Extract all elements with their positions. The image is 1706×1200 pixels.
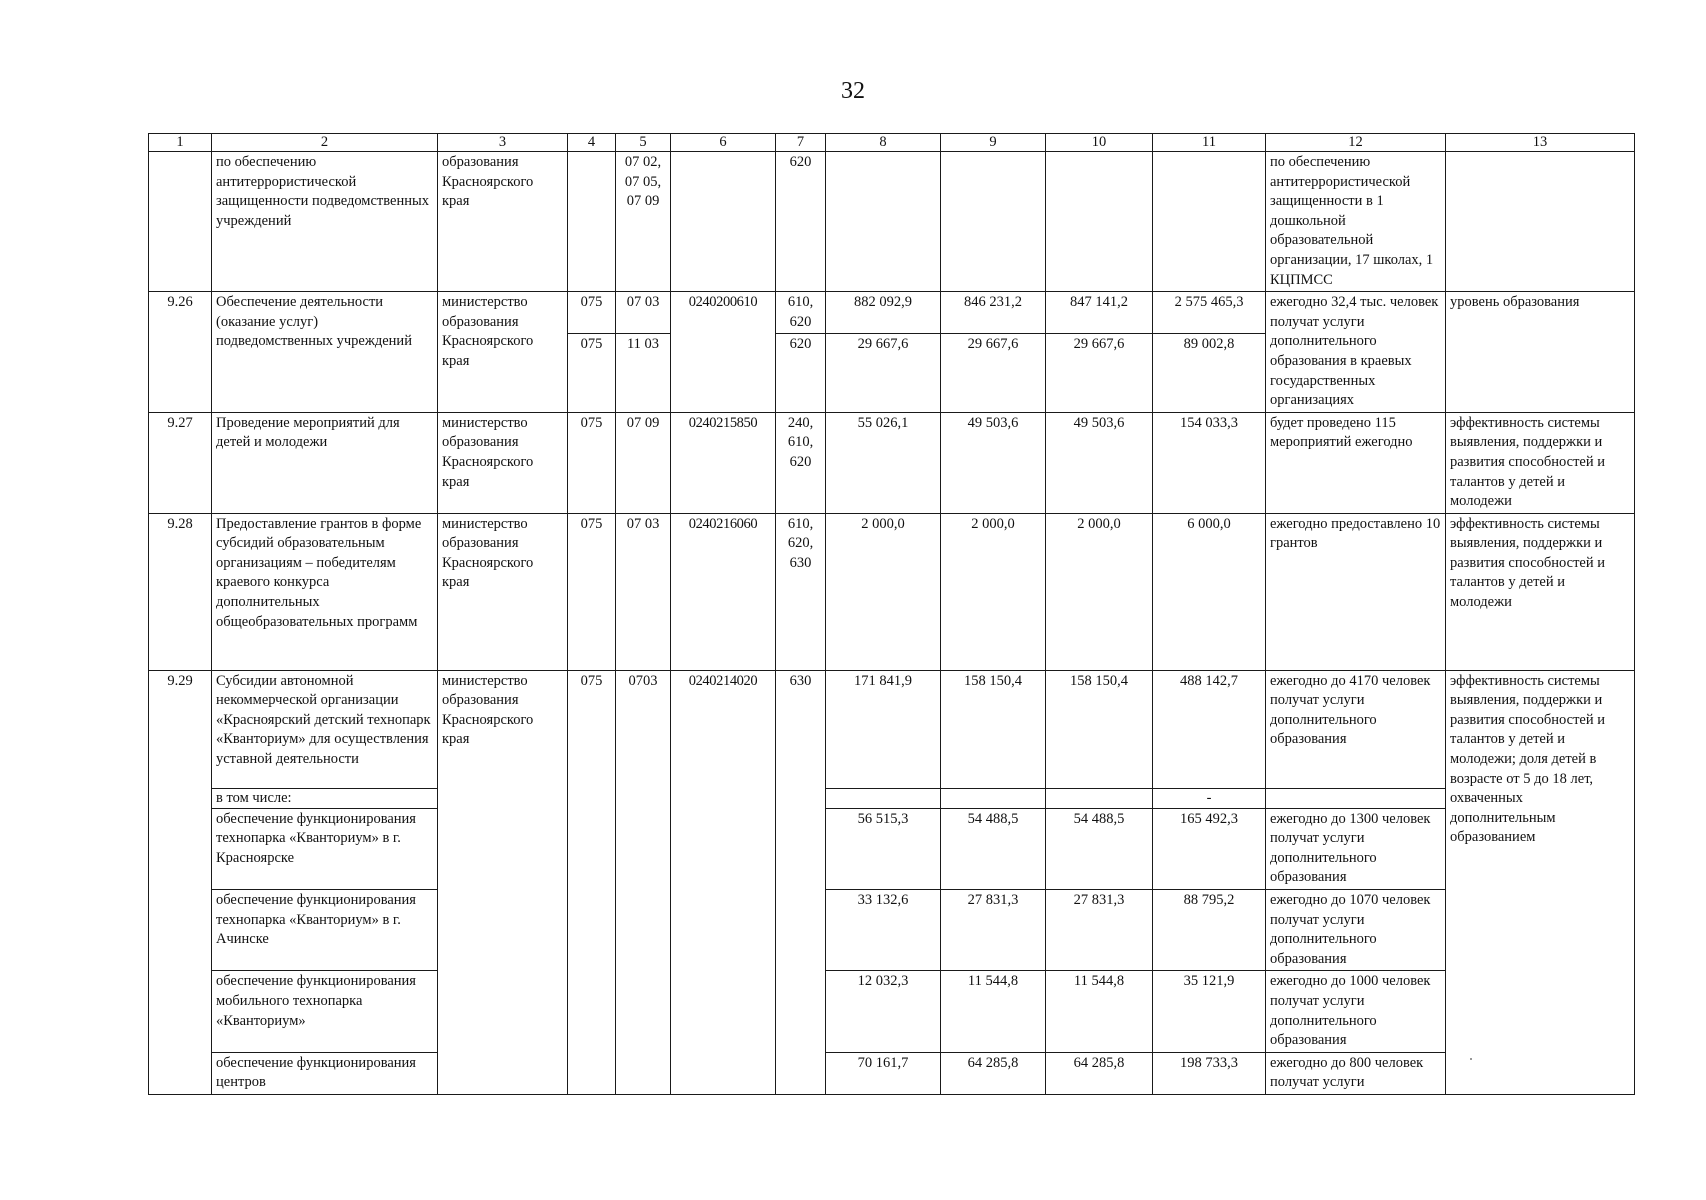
year2-cell: 27 831,3 bbox=[941, 890, 1046, 971]
column-number: 6 bbox=[671, 134, 776, 152]
row-number-cell bbox=[149, 152, 212, 292]
table-row-9-27 bbox=[149, 412, 1635, 513]
section-code-cell: 07 03 bbox=[616, 292, 671, 334]
agency-cell: министерство образования Красноярского края bbox=[438, 412, 568, 513]
year2-cell bbox=[941, 788, 1046, 808]
section-code-cell: 07 09 bbox=[616, 412, 671, 513]
year2-cell: 158 150,4 bbox=[941, 670, 1046, 788]
agency-cell: министерство образования Красноярского края bbox=[438, 292, 568, 413]
indicator-cell: эффективность системы выявления, поддержки и развития способностей и талантов у детей и молодежи; доля детей в возрасте от 5 до 18 лет, охваченных дополнительным образованием bbox=[1446, 670, 1635, 1094]
year3-cell: 2 000,0 bbox=[1046, 513, 1153, 670]
expected-result-cell: ежегодно предоставлено 10 грантов bbox=[1266, 513, 1446, 670]
year2-cell: 64 285,8 bbox=[941, 1052, 1046, 1094]
column-number: 12 bbox=[1266, 134, 1446, 152]
year2-cell: 49 503,6 bbox=[941, 412, 1046, 513]
table-row-subitem bbox=[149, 971, 1635, 1052]
agency-cell: министерство образования Красноярского края bbox=[438, 670, 568, 1094]
activity-name-cell: обеспечение функционирования мобильного технопарка «Кванториум» bbox=[212, 971, 438, 1052]
year2-cell: 54 488,5 bbox=[941, 808, 1046, 889]
total-cell: 165 492,3 bbox=[1153, 808, 1266, 889]
grbs-cell bbox=[568, 152, 616, 292]
year3-cell: 847 141,2 bbox=[1046, 292, 1153, 334]
expense-type-cell: 610, 620 bbox=[776, 292, 826, 334]
row-number-cell: 9.29 bbox=[149, 670, 212, 1094]
year2-cell: 2 000,0 bbox=[941, 513, 1046, 670]
total-cell: 35 121,9 bbox=[1153, 971, 1266, 1052]
table-row-including bbox=[149, 788, 1635, 808]
row-number-cell: 9.28 bbox=[149, 513, 212, 670]
section-code-cell: 0703 bbox=[616, 670, 671, 1094]
column-number: 2 bbox=[212, 134, 438, 152]
year3-cell: 49 503,6 bbox=[1046, 412, 1153, 513]
section-code-cell: 11 03 bbox=[616, 334, 671, 412]
indicator-cell: эффективность системы выявления, поддержки и развития способностей и талантов у детей и молодежи bbox=[1446, 513, 1635, 670]
activity-name-cell: Обеспечение деятельности (оказание услуг) подведомственных учреждений bbox=[212, 292, 438, 413]
page-number: 32 bbox=[841, 78, 865, 104]
expected-result-cell bbox=[1266, 788, 1446, 808]
year3-cell: 29 667,6 bbox=[1046, 334, 1153, 412]
target-item-cell: 0240200610 bbox=[671, 292, 776, 413]
expense-type-cell: 620 bbox=[776, 334, 826, 412]
year1-cell: 55 026,1 bbox=[826, 412, 941, 513]
section-code-cell: 07 03 bbox=[616, 513, 671, 670]
grbs-cell: 075 bbox=[568, 292, 616, 334]
table-row-subitem bbox=[149, 890, 1635, 971]
column-number: 4 bbox=[568, 134, 616, 152]
activity-name-cell: по обеспечению антитеррористической защищенности подведомственных учреждений bbox=[212, 152, 438, 292]
including-label-cell: в том числе: bbox=[212, 788, 438, 808]
column-number: 8 bbox=[826, 134, 941, 152]
expected-result-cell: ежегодно до 1070 человек получат услуги дополнительного образования bbox=[1266, 890, 1446, 971]
year3-cell: 27 831,3 bbox=[1046, 890, 1153, 971]
year3-cell bbox=[1046, 788, 1153, 808]
target-item-cell: 0240214020 bbox=[671, 670, 776, 1094]
total-cell: 2 575 465,3 bbox=[1153, 292, 1266, 334]
expected-result-cell: ежегодно до 1300 человек получат услуги дополнительного образования bbox=[1266, 808, 1446, 889]
column-number: 10 bbox=[1046, 134, 1153, 152]
column-number: 11 bbox=[1153, 134, 1266, 152]
table-row-continuation bbox=[149, 152, 1635, 292]
activity-name-cell: Предоставление грантов в форме субсидий образовательным организациям – победителям краевого конкурса дополнительных общеобразовательных программ bbox=[212, 513, 438, 670]
expected-result-cell: ежегодно до 800 человек получат услуги bbox=[1266, 1052, 1446, 1094]
year3-cell bbox=[1046, 152, 1153, 292]
total-cell: - bbox=[1153, 788, 1266, 808]
expected-result-cell: ежегодно 32,4 тыс. человек получат услуги дополнительного образования в краевых государственных организациях bbox=[1266, 292, 1446, 413]
year1-cell: 882 092,9 bbox=[826, 292, 941, 334]
year2-cell: 11 544,8 bbox=[941, 971, 1046, 1052]
year3-cell: 64 285,8 bbox=[1046, 1052, 1153, 1094]
activity-name-cell: обеспечение функционирования центров bbox=[212, 1052, 438, 1094]
activity-name-cell: обеспечение функционирования технопарка «Кванториум» в г. Ачинске bbox=[212, 890, 438, 971]
grbs-cell: 075 bbox=[568, 334, 616, 412]
year3-cell: 54 488,5 bbox=[1046, 808, 1153, 889]
expected-result-cell: по обеспечению антитеррористической защищенности в 1 дошкольной образовательной организации, 17 школах, 1 КЦПМСС bbox=[1266, 152, 1446, 292]
total-cell: 89 002,8 bbox=[1153, 334, 1266, 412]
total-cell: 488 142,7 bbox=[1153, 670, 1266, 788]
indicator-cell: уровень образования bbox=[1446, 292, 1635, 413]
agency-cell: министерство образования Красноярского края bbox=[438, 513, 568, 670]
grbs-cell: 075 bbox=[568, 412, 616, 513]
target-item-cell bbox=[671, 152, 776, 292]
expected-result-cell: ежегодно до 1000 человек получат услуги дополнительного образования bbox=[1266, 971, 1446, 1052]
table-row-9-29 bbox=[149, 670, 1635, 788]
expected-result-cell: ежегодно до 4170 человек получат услуги дополнительного образования bbox=[1266, 670, 1446, 788]
year1-cell: 171 841,9 bbox=[826, 670, 941, 788]
table-row-9-26 bbox=[149, 292, 1635, 334]
year1-cell: 29 667,6 bbox=[826, 334, 941, 412]
year1-cell bbox=[826, 788, 941, 808]
total-cell bbox=[1153, 152, 1266, 292]
row-number-cell: 9.27 bbox=[149, 412, 212, 513]
year1-cell: 12 032,3 bbox=[826, 971, 941, 1052]
expense-type-cell: 240, 610, 620 bbox=[776, 412, 826, 513]
grbs-cell: 075 bbox=[568, 513, 616, 670]
column-number: 1 bbox=[149, 134, 212, 152]
program-activities-table bbox=[148, 133, 1635, 1095]
indicator-cell: эффективность системы выявления, поддержки и развития способностей и талантов у детей и молодежи bbox=[1446, 412, 1635, 513]
expense-type-cell: 610, 620, 630 bbox=[776, 513, 826, 670]
row-number-cell: 9.26 bbox=[149, 292, 212, 413]
activity-name-cell: обеспечение функционирования технопарка «Кванториум» в г. Красноярске bbox=[212, 808, 438, 889]
column-number-row bbox=[149, 134, 1635, 152]
table-row-subitem bbox=[149, 808, 1635, 889]
activity-name-cell: Субсидии автономной некоммерческой организации «Красноярский детский технопарк «Кванториум» для осуществления уставной деятельности bbox=[212, 670, 438, 788]
total-cell: 198 733,3 bbox=[1153, 1052, 1266, 1094]
year1-cell: 56 515,3 bbox=[826, 808, 941, 889]
expense-type-cell: 630 bbox=[776, 670, 826, 1094]
year1-cell: 2 000,0 bbox=[826, 513, 941, 670]
section-code-cell: 07 02, 07 05, 07 09 bbox=[616, 152, 671, 292]
table-row-subitem bbox=[149, 1052, 1635, 1094]
column-number: 9 bbox=[941, 134, 1046, 152]
year3-cell: 11 544,8 bbox=[1046, 971, 1153, 1052]
grbs-cell: 075 bbox=[568, 670, 616, 1094]
expected-result-cell: будет проведено 115 мероприятий ежегодно bbox=[1266, 412, 1446, 513]
target-item-cell: 0240216060 bbox=[671, 513, 776, 670]
column-number: 3 bbox=[438, 134, 568, 152]
agency-cell: образования Красноярского края bbox=[438, 152, 568, 292]
total-cell: 154 033,3 bbox=[1153, 412, 1266, 513]
year2-cell: 846 231,2 bbox=[941, 292, 1046, 334]
total-cell: 6 000,0 bbox=[1153, 513, 1266, 670]
table-row-9-28 bbox=[149, 513, 1635, 670]
year1-cell: 33 132,6 bbox=[826, 890, 941, 971]
year1-cell: 70 161,7 bbox=[826, 1052, 941, 1094]
indicator-cell bbox=[1446, 152, 1635, 292]
column-number: 7 bbox=[776, 134, 826, 152]
column-number: 13 bbox=[1446, 134, 1635, 152]
expense-type-cell: 620 bbox=[776, 152, 826, 292]
year3-cell: 158 150,4 bbox=[1046, 670, 1153, 788]
year2-cell bbox=[941, 152, 1046, 292]
column-number: 5 bbox=[616, 134, 671, 152]
scan-speck bbox=[1470, 1058, 1472, 1060]
target-item-cell: 0240215850 bbox=[671, 412, 776, 513]
total-cell: 88 795,2 bbox=[1153, 890, 1266, 971]
year2-cell: 29 667,6 bbox=[941, 334, 1046, 412]
activity-name-cell: Проведение мероприятий для детей и молодежи bbox=[212, 412, 438, 513]
year1-cell bbox=[826, 152, 941, 292]
